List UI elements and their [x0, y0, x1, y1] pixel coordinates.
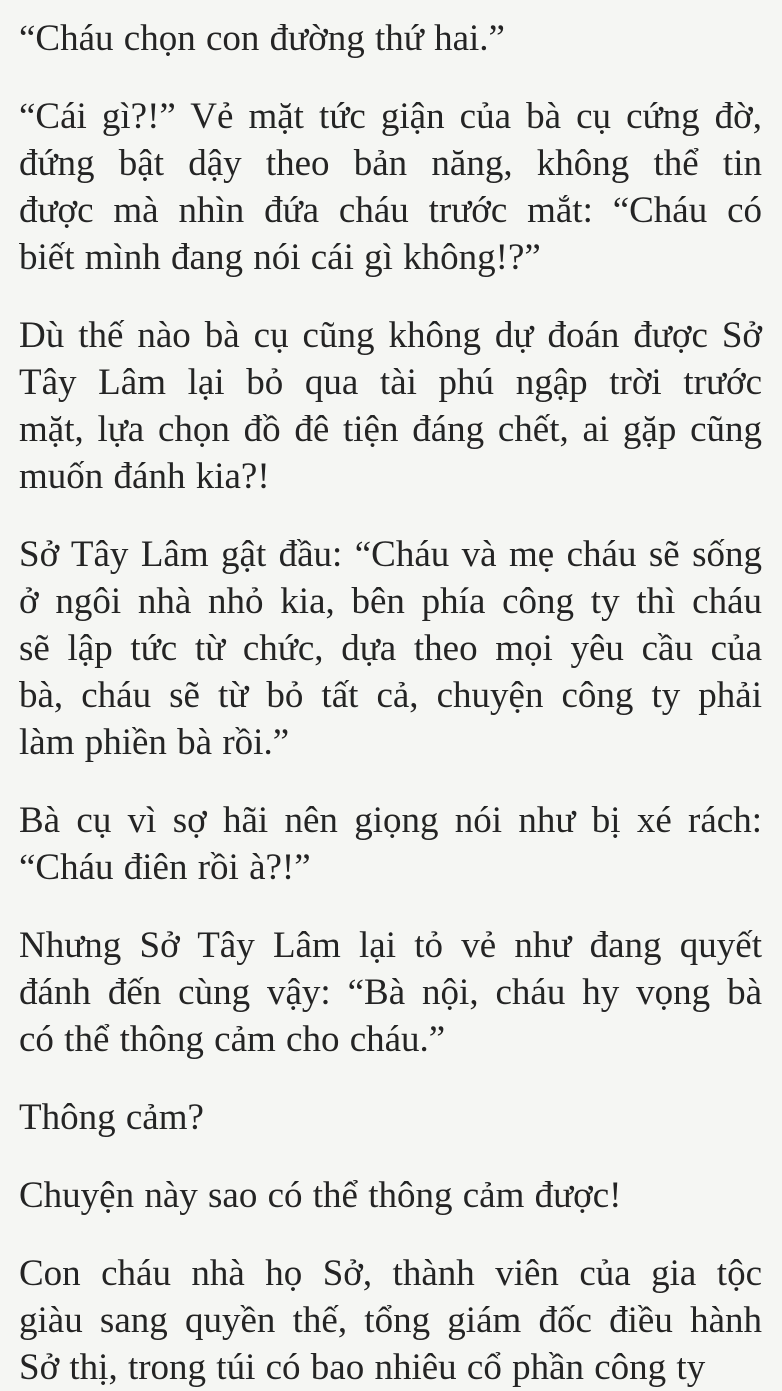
paragraph	[19, 1094, 762, 1141]
paragraph-line: “Cháu chọn con đường thứ hai.”	[19, 18, 505, 59]
paragraph-line: bà, cháu sẽ từ bỏ tất cả, chuyện công ty phải	[19, 675, 762, 716]
paragraph	[19, 797, 762, 891]
paragraph-line: ở ngôi nhà nhỏ kia, bên phía công ty thì cháu	[19, 581, 762, 622]
paragraph-line: có thể thông cảm cho cháu.”	[19, 1019, 446, 1060]
paragraph	[19, 1172, 762, 1219]
paragraph-line: Thông cảm?	[19, 1097, 204, 1138]
paragraph	[19, 922, 762, 1063]
paragraph-line: Dù thế nào bà cụ cũng không dự đoán được Sở	[19, 315, 762, 356]
paragraph	[19, 531, 762, 766]
paragraph-line: mặt, lựa chọn đồ đê tiện đáng chết, ai gặp cũng	[19, 409, 762, 450]
paragraph-line: đánh đến cùng vậy: “Bà nội, cháu hy vọng bà	[19, 972, 762, 1013]
paragraph-line: làm phiền bà rồi.”	[19, 722, 290, 763]
paragraph	[19, 1250, 762, 1391]
paragraph-line: đứng bật dậy theo bản năng, không thể tin	[19, 143, 762, 184]
paragraph-line: giàu sang quyền thế, tổng giám đốc điều hành	[19, 1300, 762, 1341]
paragraph-line: Bà cụ vì sợ hãi nên giọng nói như bị xé rách:	[19, 800, 762, 841]
paragraph-line: sẽ lập tức từ chức, dựa theo mọi yêu cầu của	[19, 628, 762, 669]
paragraph-line: Tây Lâm lại bỏ qua tài phú ngập trời trước	[19, 362, 762, 403]
paragraph-line: Nhưng Sở Tây Lâm lại tỏ vẻ như đang quyết	[19, 925, 762, 966]
text-content	[19, 15, 762, 1391]
paragraph-line: Sở thị, trong túi có bao nhiêu cổ phần công ty	[19, 1347, 706, 1388]
paragraph-line: Sở Tây Lâm gật đầu: “Cháu và mẹ cháu sẽ sống	[19, 534, 762, 575]
paragraph-line: được mà nhìn đứa cháu trước mắt: “Cháu có	[19, 190, 762, 231]
paragraph-line: “Cái gì?!” Vẻ mặt tức giận của bà cụ cứng đờ,	[19, 96, 762, 137]
paragraph	[19, 15, 762, 62]
paragraph-line: Chuyện này sao có thể thông cảm được!	[19, 1175, 622, 1216]
paragraph-line: biết mình đang nói cái gì không!?”	[19, 237, 541, 278]
paragraph-line: “Cháu điên rồi à?!”	[19, 847, 311, 888]
paragraph	[19, 312, 762, 500]
paragraph-line: Con cháu nhà họ Sở, thành viên của gia tộc	[19, 1253, 762, 1294]
paragraph-line: muốn đánh kia?!	[19, 456, 270, 497]
paragraph	[19, 93, 762, 281]
